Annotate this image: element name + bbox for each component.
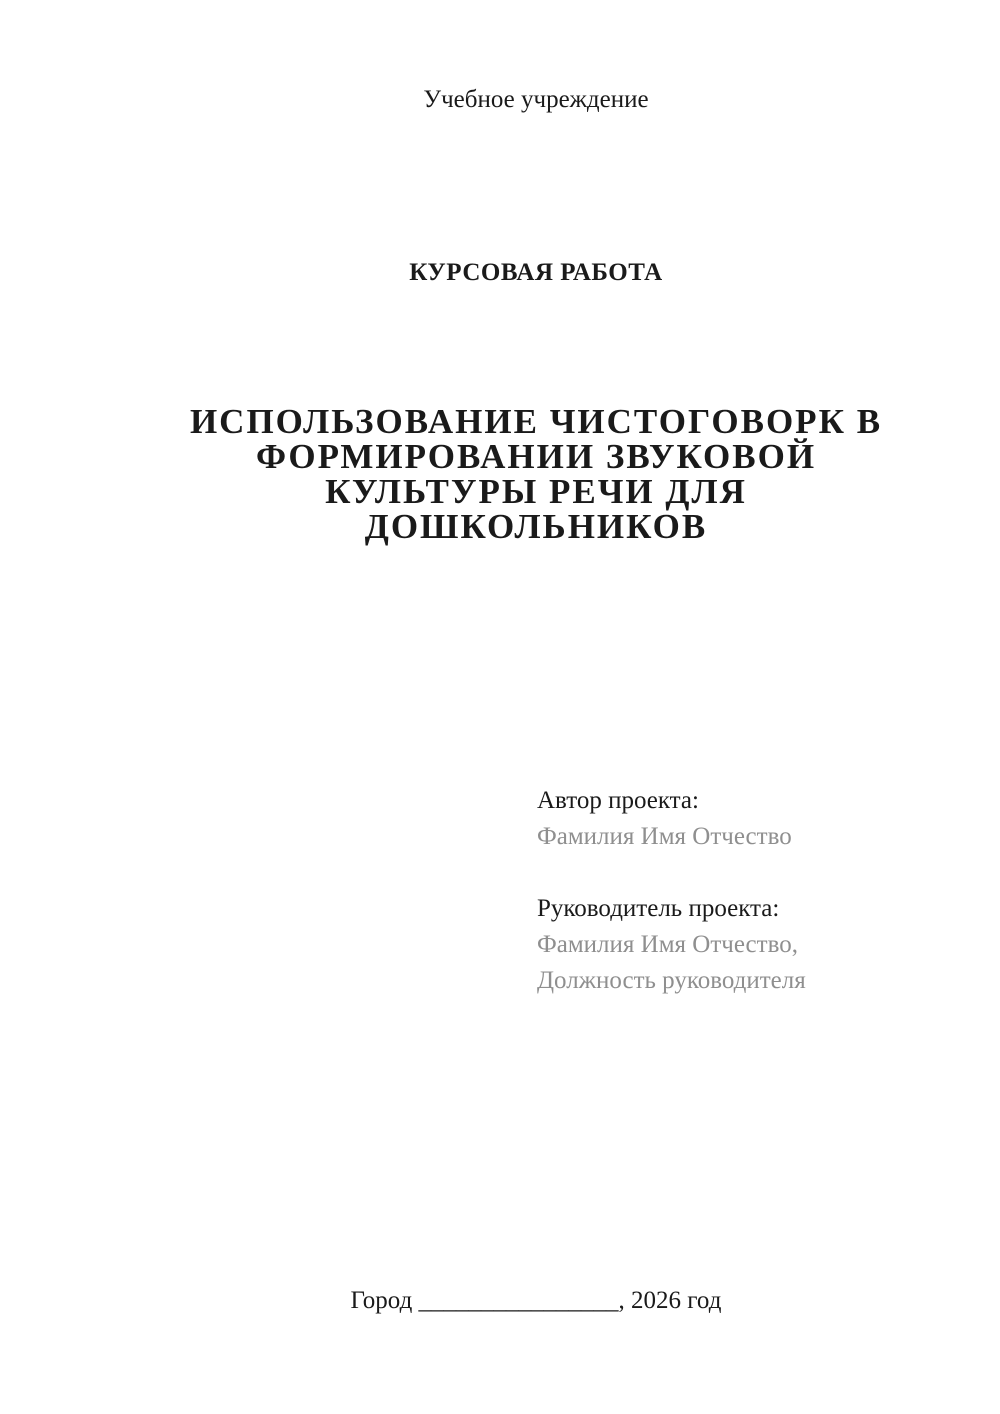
work-title-line: ДОШКОЛЬНИКОВ bbox=[364, 507, 708, 546]
work-title-line: КУЛЬТУРЫ РЕЧИ ДЛЯ bbox=[325, 472, 747, 511]
credits-spacer bbox=[537, 855, 806, 891]
city-year-line: Город ________________, 2026 год bbox=[350, 1287, 722, 1314]
institution-name: Учебное учреждение bbox=[423, 86, 649, 113]
supervisor-position-placeholder: Должность руководителя bbox=[537, 967, 806, 994]
author-label: Автор проекта: bbox=[537, 787, 699, 814]
work-type-heading: КУРСОВАЯ РАБОТА bbox=[409, 259, 663, 286]
author-name-placeholder: Фамилия Имя Отчество bbox=[537, 823, 792, 850]
supervisor-name-placeholder: Фамилия Имя Отчество, bbox=[537, 931, 798, 958]
work-title bbox=[143, 404, 929, 544]
supervisor-label: Руководитель проекта: bbox=[537, 895, 780, 922]
credits-block bbox=[537, 783, 806, 999]
work-title-line: ФОРМИРОВАНИИ ЗВУКОВОЙ bbox=[255, 437, 817, 476]
work-title-line: ИСПОЛЬЗОВАНИЕ ЧИСТОГОВОРК В bbox=[189, 402, 883, 441]
